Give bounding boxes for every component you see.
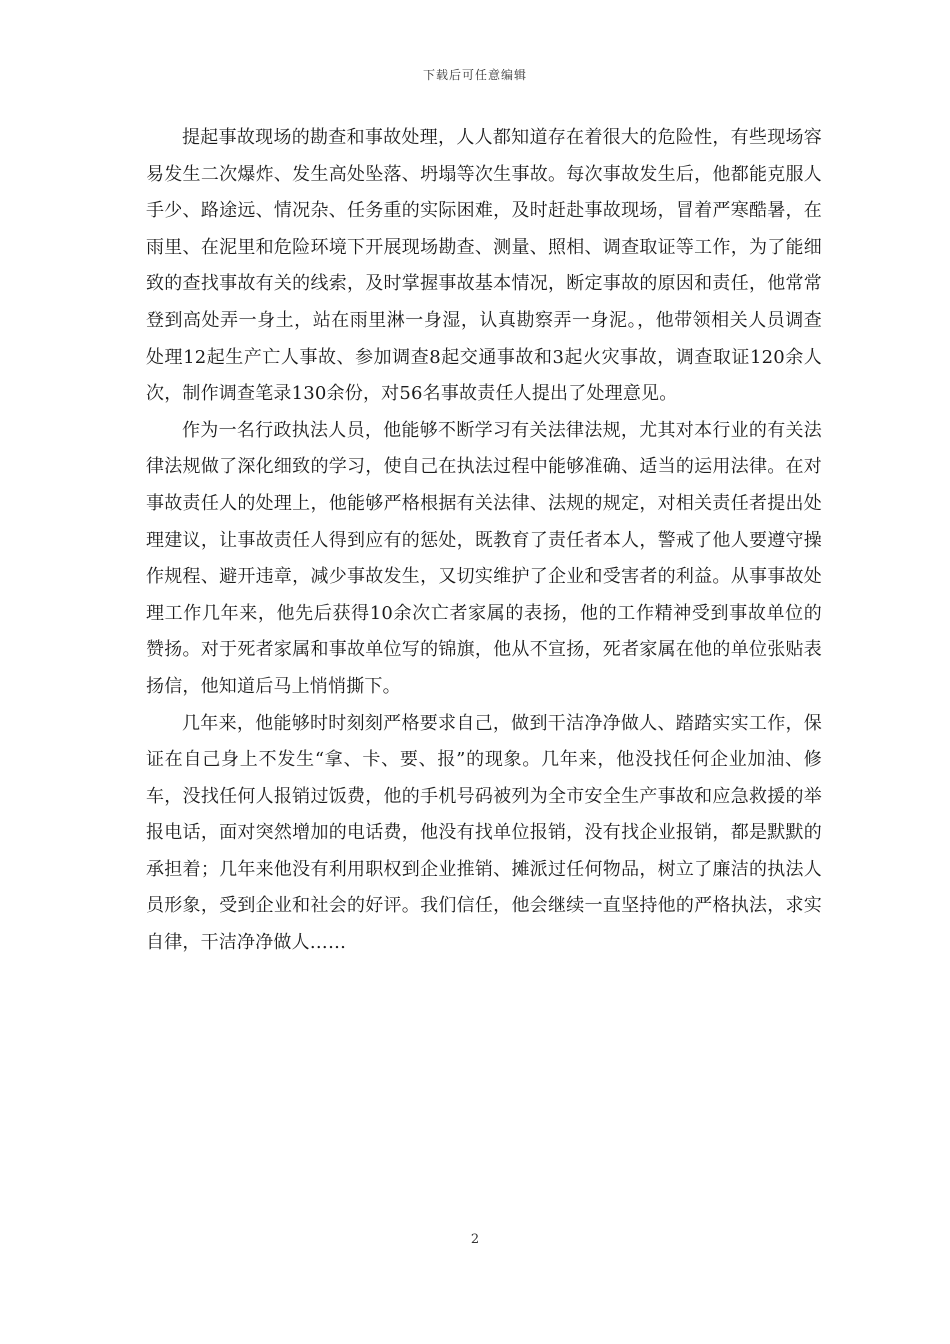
document-body: [146, 120, 822, 962]
paragraph-integrity: 几年来，他能够时时刻刻严格要求自己，做到干洁净净做人、踏踏实实工作，保证在自己身上不发生“拿、卡、要、报”的现象。几年来，他没找任何企业加油、修车，没找任何人报销过饭费，他的手机号码被列为全市安全生产事故和应急救援的举报电话，面对突然增加的电话费，他没有找单位报销，没有找企业报销，都是默默的承担着；几年来他没有利用职权到企业推销、摊派过任何物品，树立了廉洁的执法人员形象，受到企业和社会的好评。我们信任，他会继续一直坚持他的严格执法，求实自律，干洁净净做人……: [146, 712, 822, 954]
page-number: 2: [470, 1232, 480, 1247]
page-header: 下载后可任意编辑: [422, 68, 527, 82]
paragraph-law-enforcement: 作为一名行政执法人员，他能够不断学习有关法律法规，尤其对本行业的有关法律法规做了深化细致的学习，使自己在执法过程中能够准确、适当的运用法律。在对事故责任人的处理上，他能够严格根据有关法律、法规的规定，对相关责任者提出处理建议，让事故责任人得到应有的惩处，既教育了责任者本人，警戒了他人要遵守操作规程、避开违章，减少事故发生，又切实维护了企业和受害者的利益。从事事故处理工作几年来，他先后获得10余次亡者家属的表扬，他的工作精神受到事故单位的赞扬。对于死者家属和事故单位写的锦旗，他从不宣扬，死者家属在他的单位张贴表扬信，他知道后马上悄悄撕下。: [146, 419, 822, 697]
paragraph-accident-investigation: 提起事故现场的勘查和事故处理，人人都知道存在着很大的危险性，有些现场容易发生二次爆炸、发生高处坠落、坍塌等次生事故。每次事故发生后，他都能克服人手少、路途远、情况杂、任务重的实际困难，及时赶赴事故现场，冒着严寒酷暑，在雨里、在泥里和危险环境下开展现场勘查、测量、照相、调查取证等工作，为了能细致的查找事故有关的线索，及时掌握事故基本情况，断定事故的原因和责任，他常常登到高处弄一身土，站在雨里淋一身湿，认真勘察弄一身泥。，他带领相关人员调查处理12起生产亡人事故、参加调查8起交通事故和3起火灾事故，调查取证120余人次，制作调查笔录130余份，对56名事故责任人提出了处理意见。: [146, 127, 822, 405]
